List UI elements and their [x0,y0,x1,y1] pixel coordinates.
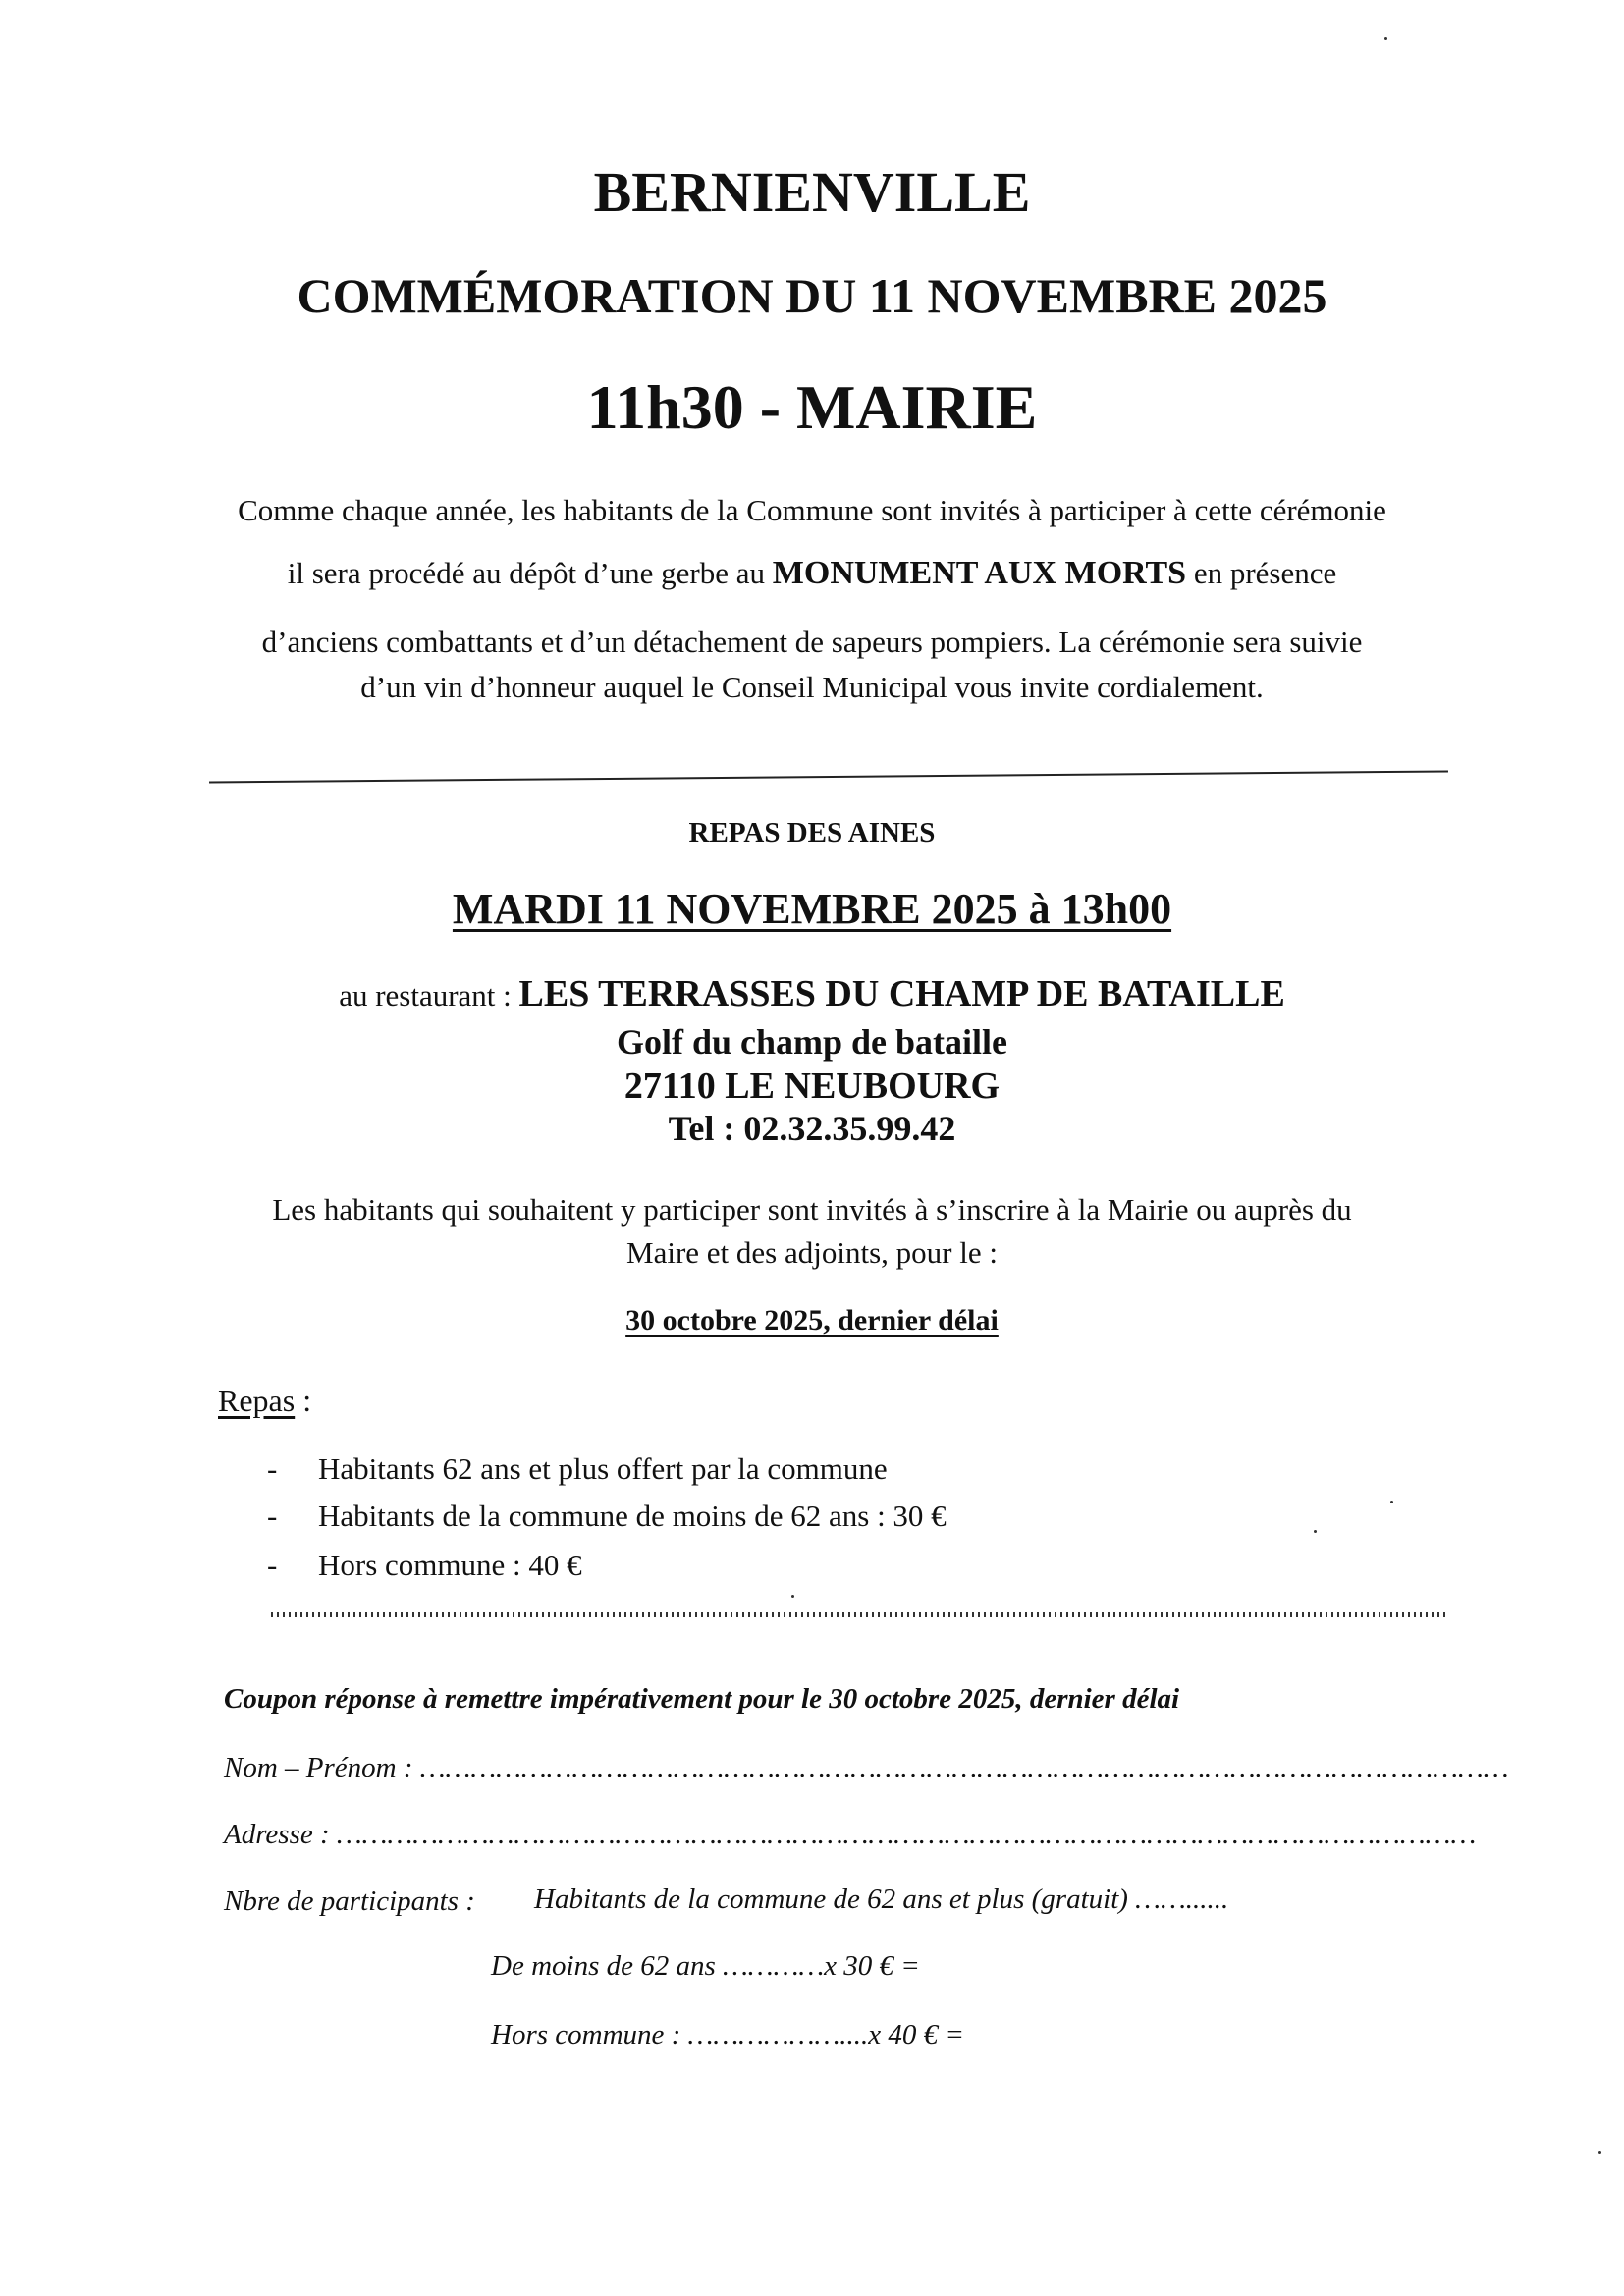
page-title: BERNIENVILLE [593,160,1031,224]
event-time-place: 11h30 - MAIRIE [586,372,1038,442]
coupon-name-field: Nom – Prénom : ………………………………………………………………………………………………………………… [224,1752,1509,1783]
restaurant-line [0,972,1624,1015]
bullet-dash: - [267,1499,278,1533]
repas-label-text: Repas [218,1383,296,1418]
repas-date [0,884,1624,934]
deadline-text: 30 octobre 2025, dernier délai [625,1304,999,1337]
intro-line-2-start: il sera procédé au dépôt d’une gerbe au [287,556,773,590]
coupon-participants-62plus: Habitants de la commune de 62 ans et plus (gratuit) ……...... [534,1884,1229,1915]
inscription-line-2: Maire et des adjoints, pour le : [626,1235,998,1270]
bullet-dash: - [267,1451,278,1486]
scan-speck [1384,37,1387,40]
intro-line-3: d’anciens combattants et d’un détachement de sapeurs pompiers. La cérémonie sera suivie [261,625,1363,659]
scan-speck [791,1595,794,1598]
price-item: Habitants de la commune de moins de 62 ans : 30 € [318,1499,947,1533]
inscription-deadline [0,1304,1624,1338]
monument-aux-morts: MONUMENT AUX MORTS [772,555,1187,591]
scan-speck [1390,1501,1393,1503]
coupon-address-field: Adresse : ……………………………………………………………………………………………………………………… [224,1819,1477,1850]
scan-speck [1314,1530,1317,1533]
coupon-title: Coupon réponse à remettre impérativement pour le 30 octobre 2025, dernier délai [224,1683,1180,1715]
list-item [267,1548,582,1583]
repas-label [218,1383,311,1419]
repas-date-text: MARDI 11 NOVEMBRE 2025 à 13h00 [452,885,1172,933]
restaurant-golf: Golf du champ de bataille [616,1022,1008,1062]
restaurant-name: LES TERRASSES DU CHAMP DE BATAILLE [518,973,1285,1014]
event-subtitle: COMMÉMORATION DU 11 NOVEMBRE 2025 [297,268,1327,323]
coupon-participants-label: Nbre de participants : [224,1886,475,1917]
intro-line-1: Comme chaque année, les habitants de la Commune sont invités à participer à cette cérémonie [238,493,1386,527]
inscription-line-1: Les habitants qui souhaitent y participer sont invités à s’inscrire à la Mairie ou auprès du [272,1192,1352,1227]
coupon-participants-under-62: De moins de 62 ans …………x 30 € = [491,1950,920,1982]
list-item [267,1499,947,1534]
list-item [267,1451,888,1487]
repas-label-colon: : [295,1383,312,1418]
restaurant-phone: Tel : 02.32.35.99.42 [668,1109,956,1148]
price-item: Habitants 62 ans et plus offert par la commune [318,1451,888,1486]
coupon-participants-outside: Hors commune : ………………....x 40 € = [491,2019,964,2050]
restaurant-city: 27110 LE NEUBOURG [623,1066,1001,1107]
repas-heading: REPAS DES AINES [688,817,936,848]
intro-line-4: d’un vin d’honneur auquel le Conseil Municipal vous invite cordialement. [360,670,1264,704]
restaurant-label: au restaurant : [339,978,519,1012]
section-divider [209,770,1448,783]
cut-line [271,1612,1445,1617]
price-item: Hors commune : 40 € [318,1548,582,1582]
bullet-dash: - [267,1548,278,1582]
scan-speck [1598,2151,1601,2154]
intro-line-2 [0,555,1624,592]
intro-line-2-end: en présence [1186,556,1337,590]
